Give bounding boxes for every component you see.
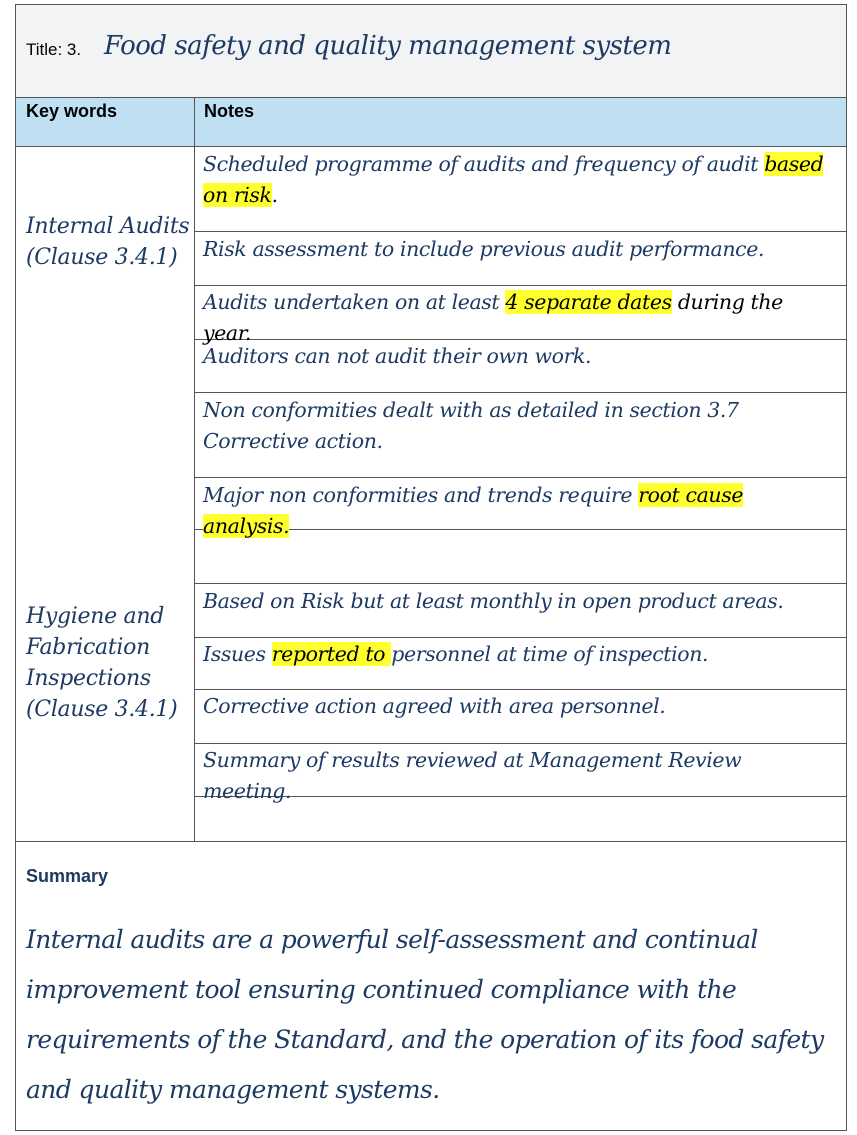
note-item: Risk assessment to include previous audit performance. xyxy=(203,237,765,261)
summary-text: Internal audits are a powerful self-assessment and continual improvement tool ensuring continued compliance with the requirements of the Standard, and the operation of its food safety and quality management systems. xyxy=(26,925,824,1104)
row-divider xyxy=(194,231,847,232)
row-divider xyxy=(194,392,847,393)
keyword-internal-audits: Internal Audits (Clause 3.4.1) xyxy=(26,214,190,270)
title-divider xyxy=(15,97,847,98)
note-item: Summary of results reviewed at Management Review meeting. xyxy=(203,748,742,803)
header-key-words: Key words xyxy=(26,101,118,121)
page-title: Food safety and quality management system xyxy=(104,31,672,61)
note-item: Based on Risk but at least monthly in open product areas. xyxy=(203,589,784,613)
note-item: Corrective action agreed with area personnel. xyxy=(203,694,666,718)
row-divider xyxy=(194,477,847,478)
title-label: Title: 3. xyxy=(26,40,82,59)
summary-divider xyxy=(15,841,847,842)
note-item: Non conformities dealt with as detailed in section 3.7 Corrective action. xyxy=(203,398,739,453)
note-item: Issues reported to personnel at time of inspection. xyxy=(203,642,709,666)
row-divider xyxy=(194,637,847,638)
note-item: Auditors can not audit their own work. xyxy=(203,344,592,368)
column-divider xyxy=(194,97,195,841)
header-notes: Notes xyxy=(204,101,255,121)
row-divider xyxy=(194,583,847,584)
note-item: Major non conformities and trends require root cause analysis. xyxy=(203,483,744,538)
row-divider xyxy=(194,743,847,744)
note-item: Scheduled programme of audits and frequency of audit based on risk. xyxy=(203,152,824,207)
header-divider xyxy=(15,146,847,147)
keyword-hygiene-inspections: Hygiene and Fabrication Inspections (Clause 3.4.1) xyxy=(26,604,178,722)
note-item: Audits undertaken on at least 4 separate dates during the year. xyxy=(203,290,783,345)
row-divider xyxy=(194,689,847,690)
summary-label: Summary xyxy=(26,866,109,886)
row-divider xyxy=(194,285,847,286)
